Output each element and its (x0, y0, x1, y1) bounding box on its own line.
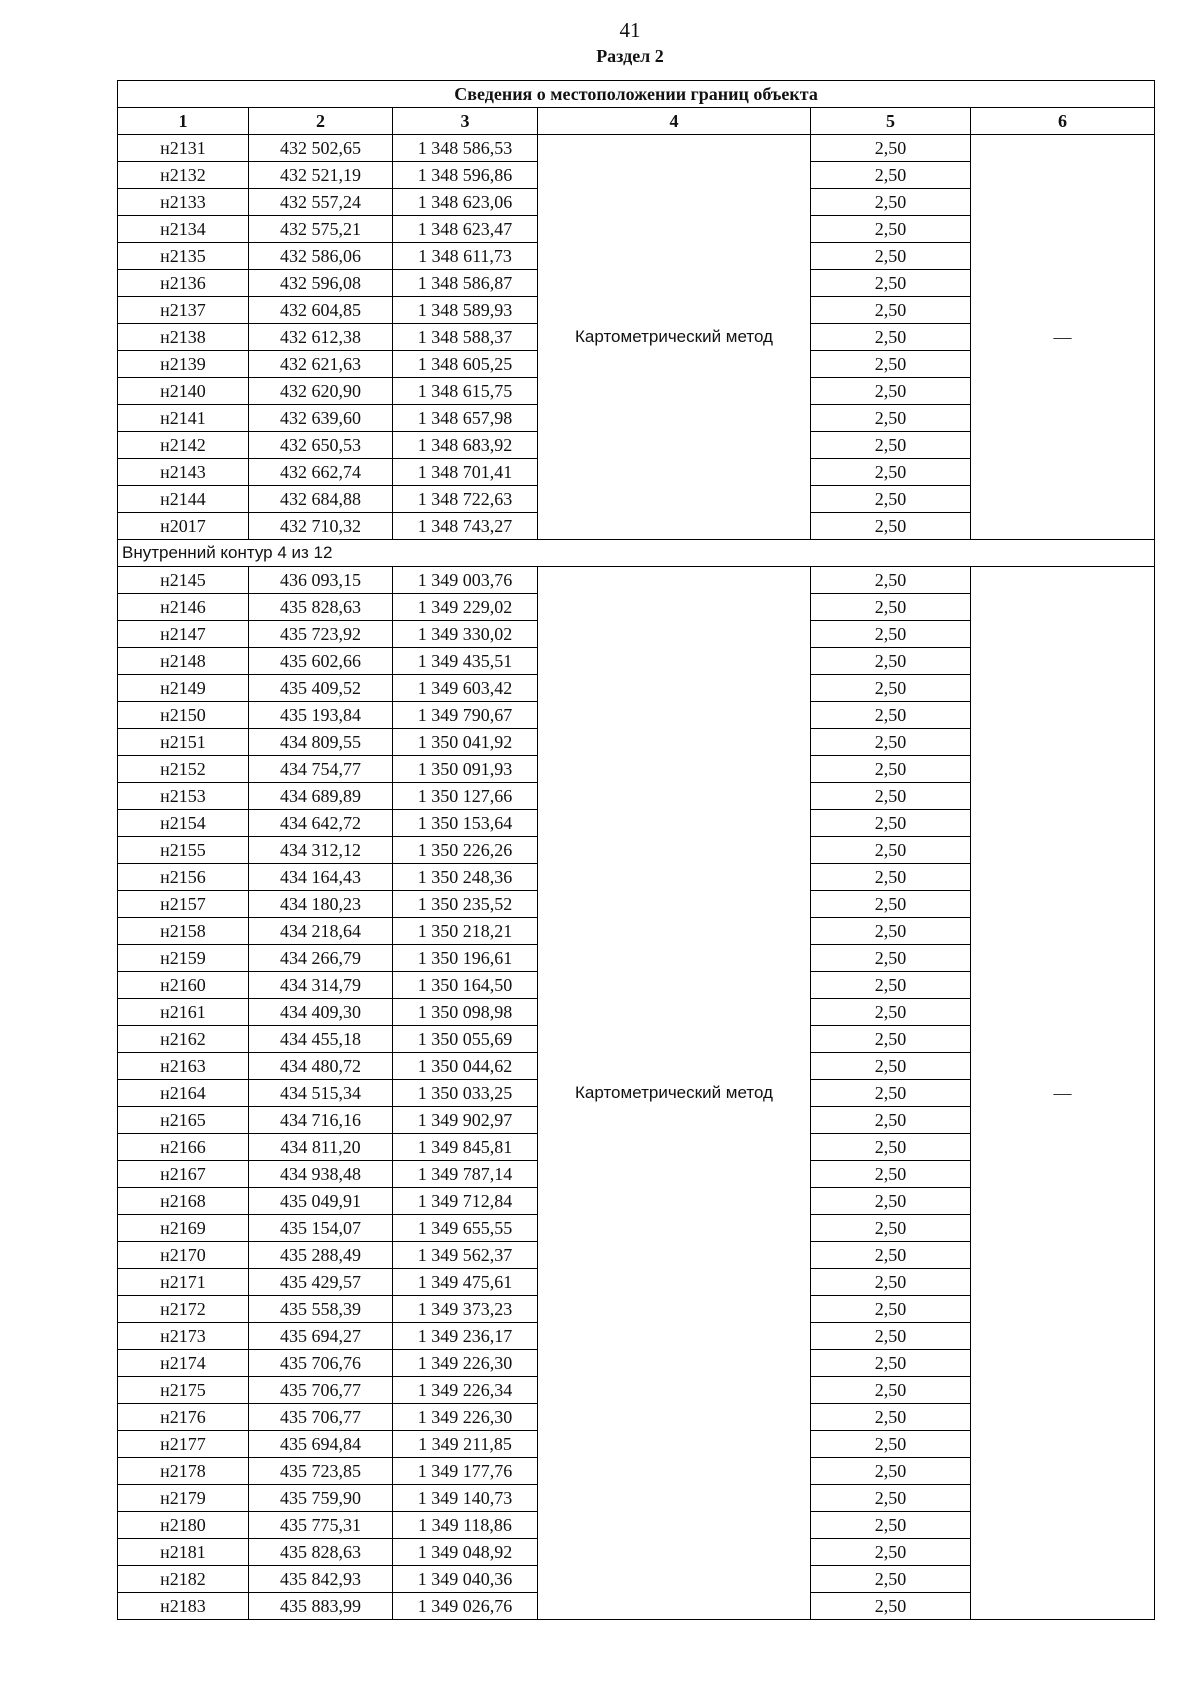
point-name: н2157 (118, 891, 249, 918)
point-name: н2153 (118, 783, 249, 810)
accuracy-value: 2,50 (811, 1323, 971, 1350)
point-name: н2161 (118, 999, 249, 1026)
contour-label: Внутренний контур 4 из 12 (118, 540, 1155, 567)
accuracy-value: 2,50 (811, 1404, 971, 1431)
accuracy-value: 2,50 (811, 135, 971, 162)
x-coordinate: 432 684,88 (249, 486, 393, 513)
method-cell: Картометрический метод (538, 135, 811, 540)
x-coordinate: 432 639,60 (249, 405, 393, 432)
accuracy-value: 2,50 (811, 891, 971, 918)
y-coordinate: 1 348 657,98 (393, 405, 538, 432)
y-coordinate: 1 349 229,02 (393, 594, 538, 621)
accuracy-value: 2,50 (811, 1431, 971, 1458)
point-name: н2182 (118, 1566, 249, 1593)
y-coordinate: 1 348 605,25 (393, 351, 538, 378)
accuracy-value: 2,50 (811, 1539, 971, 1566)
accuracy-value: 2,50 (811, 1053, 971, 1080)
y-coordinate: 1 348 611,73 (393, 243, 538, 270)
column-header: 1 (118, 108, 249, 135)
accuracy-value: 2,50 (811, 1296, 971, 1323)
x-coordinate: 434 409,30 (249, 999, 393, 1026)
point-name: н2156 (118, 864, 249, 891)
x-coordinate: 432 557,24 (249, 189, 393, 216)
accuracy-value: 2,50 (811, 1350, 971, 1377)
point-name: н2176 (118, 1404, 249, 1431)
accuracy-value: 2,50 (811, 351, 971, 378)
point-name: н2175 (118, 1377, 249, 1404)
y-coordinate: 1 348 588,37 (393, 324, 538, 351)
y-coordinate: 1 349 475,61 (393, 1269, 538, 1296)
accuracy-value: 2,50 (811, 1026, 971, 1053)
point-name: н2158 (118, 918, 249, 945)
point-name: н2167 (118, 1161, 249, 1188)
point-name: н2162 (118, 1026, 249, 1053)
section-title: Раздел 2 (596, 46, 664, 66)
accuracy-value: 2,50 (811, 216, 971, 243)
point-name: н2145 (118, 567, 249, 594)
point-name: н2132 (118, 162, 249, 189)
point-name: н2160 (118, 972, 249, 999)
accuracy-value: 2,50 (811, 1134, 971, 1161)
y-coordinate: 1 350 033,25 (393, 1080, 538, 1107)
y-coordinate: 1 349 140,73 (393, 1485, 538, 1512)
x-coordinate: 434 266,79 (249, 945, 393, 972)
point-name: н2169 (118, 1215, 249, 1242)
accuracy-value: 2,50 (811, 702, 971, 729)
y-coordinate: 1 349 845,81 (393, 1134, 538, 1161)
table-row (118, 135, 1155, 162)
y-coordinate: 1 348 623,06 (393, 189, 538, 216)
accuracy-value: 2,50 (811, 810, 971, 837)
x-coordinate: 432 612,38 (249, 324, 393, 351)
y-coordinate: 1 348 701,41 (393, 459, 538, 486)
x-coordinate: 435 883,99 (249, 1593, 393, 1620)
column-header: 5 (811, 108, 971, 135)
y-coordinate: 1 349 026,76 (393, 1593, 538, 1620)
y-coordinate: 1 349 040,36 (393, 1566, 538, 1593)
column-header: 4 (538, 108, 811, 135)
y-coordinate: 1 349 048,92 (393, 1539, 538, 1566)
x-coordinate: 434 938,48 (249, 1161, 393, 1188)
y-coordinate: 1 348 586,87 (393, 270, 538, 297)
y-coordinate: 1 349 373,23 (393, 1296, 538, 1323)
y-coordinate: 1 348 722,63 (393, 486, 538, 513)
y-coordinate: 1 348 615,75 (393, 378, 538, 405)
accuracy-value: 2,50 (811, 459, 971, 486)
accuracy-value: 2,50 (811, 162, 971, 189)
x-coordinate: 432 662,74 (249, 459, 393, 486)
accuracy-value: 2,50 (811, 378, 971, 405)
x-coordinate: 434 811,20 (249, 1134, 393, 1161)
y-coordinate: 1 350 127,66 (393, 783, 538, 810)
y-coordinate: 1 350 164,50 (393, 972, 538, 999)
y-coordinate: 1 350 044,62 (393, 1053, 538, 1080)
x-coordinate: 432 620,90 (249, 378, 393, 405)
point-name: н2179 (118, 1485, 249, 1512)
point-name: н2150 (118, 702, 249, 729)
x-coordinate: 435 558,39 (249, 1296, 393, 1323)
point-name: н2173 (118, 1323, 249, 1350)
column6-cell: — (971, 135, 1155, 540)
accuracy-value: 2,50 (811, 1107, 971, 1134)
point-name: н2137 (118, 297, 249, 324)
x-coordinate: 435 409,52 (249, 675, 393, 702)
x-coordinate: 432 521,19 (249, 162, 393, 189)
x-coordinate: 435 706,77 (249, 1377, 393, 1404)
accuracy-value: 2,50 (811, 1242, 971, 1269)
x-coordinate: 435 602,66 (249, 648, 393, 675)
x-coordinate: 434 180,23 (249, 891, 393, 918)
point-name: н2143 (118, 459, 249, 486)
y-coordinate: 1 349 226,30 (393, 1404, 538, 1431)
point-name: н2133 (118, 189, 249, 216)
x-coordinate: 435 828,63 (249, 594, 393, 621)
point-name: н2178 (118, 1458, 249, 1485)
y-coordinate: 1 349 435,51 (393, 648, 538, 675)
y-coordinate: 1 350 196,61 (393, 945, 538, 972)
y-coordinate: 1 350 091,93 (393, 756, 538, 783)
point-name: н2148 (118, 648, 249, 675)
x-coordinate: 435 694,27 (249, 1323, 393, 1350)
y-coordinate: 1 349 236,17 (393, 1323, 538, 1350)
point-name: н2170 (118, 1242, 249, 1269)
x-coordinate: 432 604,85 (249, 297, 393, 324)
y-coordinate: 1 350 041,92 (393, 729, 538, 756)
y-coordinate: 1 348 586,53 (393, 135, 538, 162)
x-coordinate: 435 775,31 (249, 1512, 393, 1539)
y-coordinate: 1 350 226,26 (393, 837, 538, 864)
x-coordinate: 434 218,64 (249, 918, 393, 945)
y-coordinate: 1 348 589,93 (393, 297, 538, 324)
accuracy-value: 2,50 (811, 1512, 971, 1539)
point-name: н2152 (118, 756, 249, 783)
x-coordinate: 435 706,77 (249, 1404, 393, 1431)
x-coordinate: 432 575,21 (249, 216, 393, 243)
x-coordinate: 435 049,91 (249, 1188, 393, 1215)
x-coordinate: 435 429,57 (249, 1269, 393, 1296)
accuracy-value: 2,50 (811, 270, 971, 297)
accuracy-value: 2,50 (811, 1593, 971, 1620)
y-coordinate: 1 349 603,42 (393, 675, 538, 702)
point-name: н2139 (118, 351, 249, 378)
column-header: 6 (971, 108, 1155, 135)
y-coordinate: 1 349 226,30 (393, 1350, 538, 1377)
column-header: 2 (249, 108, 393, 135)
accuracy-value: 2,50 (811, 1458, 971, 1485)
accuracy-value: 2,50 (811, 837, 971, 864)
x-coordinate: 435 842,93 (249, 1566, 393, 1593)
y-coordinate: 1 348 623,47 (393, 216, 538, 243)
y-coordinate: 1 349 330,02 (393, 621, 538, 648)
page-number: 41 (619, 18, 641, 42)
y-coordinate: 1 350 153,64 (393, 810, 538, 837)
table-body (118, 135, 1155, 1620)
y-coordinate: 1 349 226,34 (393, 1377, 538, 1404)
x-coordinate: 434 314,79 (249, 972, 393, 999)
point-name: н2183 (118, 1593, 249, 1620)
y-coordinate: 1 349 211,85 (393, 1431, 538, 1458)
point-name: н2163 (118, 1053, 249, 1080)
accuracy-value: 2,50 (811, 648, 971, 675)
point-name: н2151 (118, 729, 249, 756)
accuracy-value: 2,50 (811, 1080, 971, 1107)
x-coordinate: 435 288,49 (249, 1242, 393, 1269)
x-coordinate: 432 621,63 (249, 351, 393, 378)
accuracy-value: 2,50 (811, 675, 971, 702)
y-coordinate: 1 349 790,67 (393, 702, 538, 729)
point-name: н2172 (118, 1296, 249, 1323)
column-header: 3 (393, 108, 538, 135)
point-name: н2164 (118, 1080, 249, 1107)
y-coordinate: 1 348 683,92 (393, 432, 538, 459)
point-name: н2155 (118, 837, 249, 864)
point-name: н2168 (118, 1188, 249, 1215)
point-name: н2180 (118, 1512, 249, 1539)
accuracy-value: 2,50 (811, 1485, 971, 1512)
y-coordinate: 1 349 118,86 (393, 1512, 538, 1539)
point-name: н2017 (118, 513, 249, 540)
table-caption: Сведения о местоположении границ объекта (118, 81, 1155, 108)
x-coordinate: 432 650,53 (249, 432, 393, 459)
x-coordinate: 435 706,76 (249, 1350, 393, 1377)
accuracy-value: 2,50 (811, 621, 971, 648)
x-coordinate: 432 502,65 (249, 135, 393, 162)
accuracy-value: 2,50 (811, 243, 971, 270)
point-name: н2181 (118, 1539, 249, 1566)
point-name: н2147 (118, 621, 249, 648)
accuracy-value: 2,50 (811, 567, 971, 594)
accuracy-value: 2,50 (811, 999, 971, 1026)
accuracy-value: 2,50 (811, 729, 971, 756)
x-coordinate: 434 515,34 (249, 1080, 393, 1107)
y-coordinate: 1 349 003,76 (393, 567, 538, 594)
accuracy-value: 2,50 (811, 405, 971, 432)
x-coordinate: 432 710,32 (249, 513, 393, 540)
x-coordinate: 435 723,85 (249, 1458, 393, 1485)
point-name: н2159 (118, 945, 249, 972)
accuracy-value: 2,50 (811, 1269, 971, 1296)
x-coordinate: 435 154,07 (249, 1215, 393, 1242)
y-coordinate: 1 349 655,55 (393, 1215, 538, 1242)
x-coordinate: 434 689,89 (249, 783, 393, 810)
point-name: н2177 (118, 1431, 249, 1458)
x-coordinate: 434 642,72 (249, 810, 393, 837)
accuracy-value: 2,50 (811, 1161, 971, 1188)
point-name: н2146 (118, 594, 249, 621)
y-coordinate: 1 350 218,21 (393, 918, 538, 945)
x-coordinate: 435 193,84 (249, 702, 393, 729)
x-coordinate: 435 759,90 (249, 1485, 393, 1512)
point-name: н2165 (118, 1107, 249, 1134)
accuracy-value: 2,50 (811, 486, 971, 513)
y-coordinate: 1 349 902,97 (393, 1107, 538, 1134)
x-coordinate: 434 716,16 (249, 1107, 393, 1134)
point-name: н2134 (118, 216, 249, 243)
boundary-coordinates-table (117, 80, 1155, 1620)
x-coordinate: 436 093,15 (249, 567, 393, 594)
point-name: н2174 (118, 1350, 249, 1377)
x-coordinate: 434 455,18 (249, 1026, 393, 1053)
y-coordinate: 1 349 787,14 (393, 1161, 538, 1188)
point-name: н2142 (118, 432, 249, 459)
accuracy-value: 2,50 (811, 297, 971, 324)
x-coordinate: 432 586,06 (249, 243, 393, 270)
point-name: н2166 (118, 1134, 249, 1161)
accuracy-value: 2,50 (811, 918, 971, 945)
y-coordinate: 1 350 098,98 (393, 999, 538, 1026)
accuracy-value: 2,50 (811, 972, 971, 999)
x-coordinate: 432 596,08 (249, 270, 393, 297)
y-coordinate: 1 348 596,86 (393, 162, 538, 189)
y-coordinate: 1 350 055,69 (393, 1026, 538, 1053)
point-name: н2171 (118, 1269, 249, 1296)
y-coordinate: 1 349 712,84 (393, 1188, 538, 1215)
x-coordinate: 434 312,12 (249, 837, 393, 864)
point-name: н2154 (118, 810, 249, 837)
accuracy-value: 2,50 (811, 1566, 971, 1593)
point-name: н2140 (118, 378, 249, 405)
accuracy-value: 2,50 (811, 432, 971, 459)
accuracy-value: 2,50 (811, 864, 971, 891)
y-coordinate: 1 348 743,27 (393, 513, 538, 540)
accuracy-value: 2,50 (811, 1188, 971, 1215)
y-coordinate: 1 349 562,37 (393, 1242, 538, 1269)
accuracy-value: 2,50 (811, 594, 971, 621)
accuracy-value: 2,50 (811, 324, 971, 351)
x-coordinate: 435 694,84 (249, 1431, 393, 1458)
point-name: н2136 (118, 270, 249, 297)
accuracy-value: 2,50 (811, 189, 971, 216)
x-coordinate: 434 809,55 (249, 729, 393, 756)
x-coordinate: 434 754,77 (249, 756, 393, 783)
point-name: н2144 (118, 486, 249, 513)
x-coordinate: 434 164,43 (249, 864, 393, 891)
accuracy-value: 2,50 (811, 783, 971, 810)
point-name: н2149 (118, 675, 249, 702)
accuracy-value: 2,50 (811, 513, 971, 540)
method-cell: Картометрический метод (538, 567, 811, 1620)
point-name: н2138 (118, 324, 249, 351)
accuracy-value: 2,50 (811, 1377, 971, 1404)
point-name: н2141 (118, 405, 249, 432)
accuracy-value: 2,50 (811, 756, 971, 783)
y-coordinate: 1 349 177,76 (393, 1458, 538, 1485)
accuracy-value: 2,50 (811, 1215, 971, 1242)
x-coordinate: 435 828,63 (249, 1539, 393, 1566)
y-coordinate: 1 350 248,36 (393, 864, 538, 891)
point-name: н2135 (118, 243, 249, 270)
x-coordinate: 435 723,92 (249, 621, 393, 648)
column6-cell: — (971, 567, 1155, 1620)
y-coordinate: 1 350 235,52 (393, 891, 538, 918)
point-name: н2131 (118, 135, 249, 162)
contour-label-row (118, 540, 1155, 567)
table-row (118, 567, 1155, 594)
x-coordinate: 434 480,72 (249, 1053, 393, 1080)
accuracy-value: 2,50 (811, 945, 971, 972)
